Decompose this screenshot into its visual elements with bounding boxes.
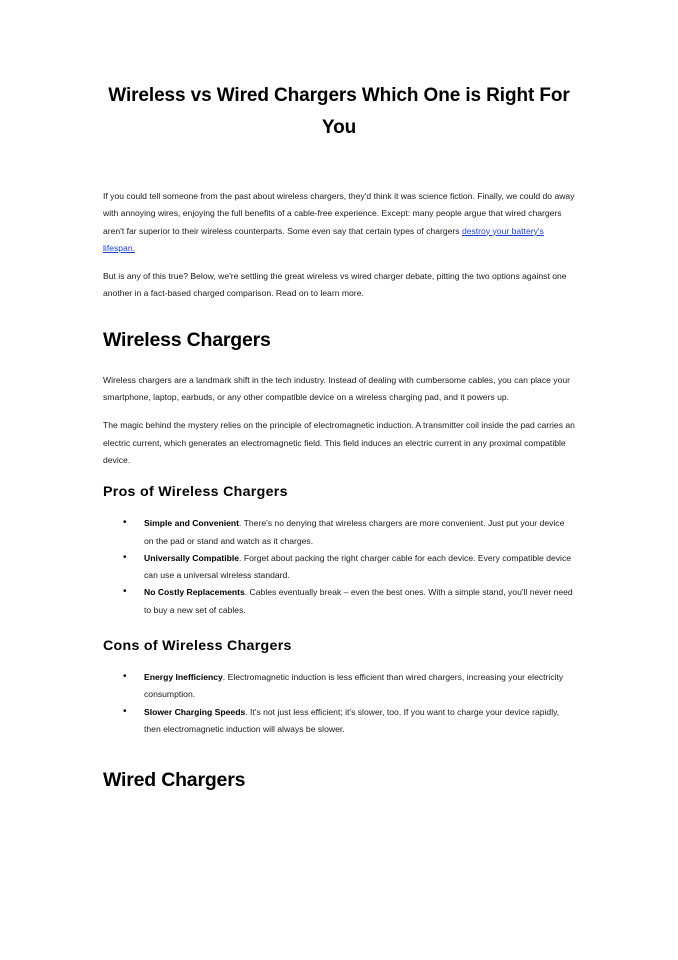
pros-item-title: Simple and Convenient <box>144 518 240 529</box>
intro-paragraph-1-text: If you could tell someone from the past about wireless chargers, they'd think it was science fiction. Finally, we could do away with annoying wires, enjoying the full benefits of a cable-free experience. Except: many people argue that wired chargers aren't far superior to their wireless counterparts. Some even say that certain types of chargers <box>103 191 575 236</box>
cons-item-title: Slower Charging Speeds <box>144 706 246 717</box>
intro-paragraph-2: But is any of this true? Below, we're settling the great wireless vs wired charger debate, pitting the two options against one another in a fact-based charged comparison. Read on to learn more. <box>103 271 567 299</box>
cons-item-title: Energy Inefficiency <box>144 672 223 683</box>
list-item <box>103 704 575 739</box>
pros-item-title: No Costly Replacements <box>144 587 245 598</box>
pros-item-text: . There's no denying that wireless chargers are more convenient. Just put your device on the pad or stand and watch as it charges. <box>144 518 565 546</box>
pros-list <box>103 515 575 619</box>
page-title: Wireless vs Wired Chargers Which One is Right For You <box>108 85 570 138</box>
list-item <box>103 550 575 585</box>
bullet-icon: • <box>123 671 127 683</box>
list-item <box>103 515 575 550</box>
list-item <box>103 669 575 704</box>
list-item <box>103 584 575 619</box>
battery-lifespan-link[interactable]: destroy your battery's lifespan. <box>103 225 544 253</box>
pros-item-text: . Forget about packing the right charger cable for each device. Every compatible device can use a universal wireless standard. <box>144 552 572 581</box>
pros-item-text: . Cables eventually break – even the best ones. With a simple stand, you'll never need to buy a new set of cables. <box>144 587 573 615</box>
bullet-icon: • <box>123 705 127 717</box>
cons-list <box>103 669 575 738</box>
wireless-paragraph-1: Wireless chargers are a landmark shift in the tech industry. Instead of dealing with cumbersome cables, you can place your smartphone, laptop, earbuds, or any other compatible device on a wireless charging pad, and it powers up. <box>103 374 570 403</box>
bullet-icon: • <box>123 551 127 563</box>
pros-item-title: Universally Compatible <box>144 552 240 563</box>
cons-item-text: . It's not just less efficient; it's slower, too. If you want to charge your device rapidly, then electromagnetic induction will always be slower. <box>144 706 560 734</box>
cons-item-text: . Electromagnetic induction is less efficient than wired chargers, increasing your electricity consumption. <box>144 672 564 700</box>
wired-chargers-heading: Wired Chargers <box>103 769 246 792</box>
pros-heading: Pros of Wireless Chargers <box>103 484 288 501</box>
document-content <box>103 80 575 792</box>
cons-heading: Cons of Wireless Chargers <box>103 638 292 655</box>
wireless-chargers-heading: Wireless Chargers <box>103 328 271 351</box>
bullet-icon: • <box>123 517 127 529</box>
bullet-icon: • <box>123 586 127 598</box>
intro-paragraph-1 <box>103 188 575 257</box>
wireless-paragraph-2: The magic behind the mystery relies on the principle of electromagnetic induction. A transmitter coil inside the pad carries an electric current, which generates an electromagnetic field. This field induces an electric current in any proximal compatible device. <box>103 420 575 465</box>
